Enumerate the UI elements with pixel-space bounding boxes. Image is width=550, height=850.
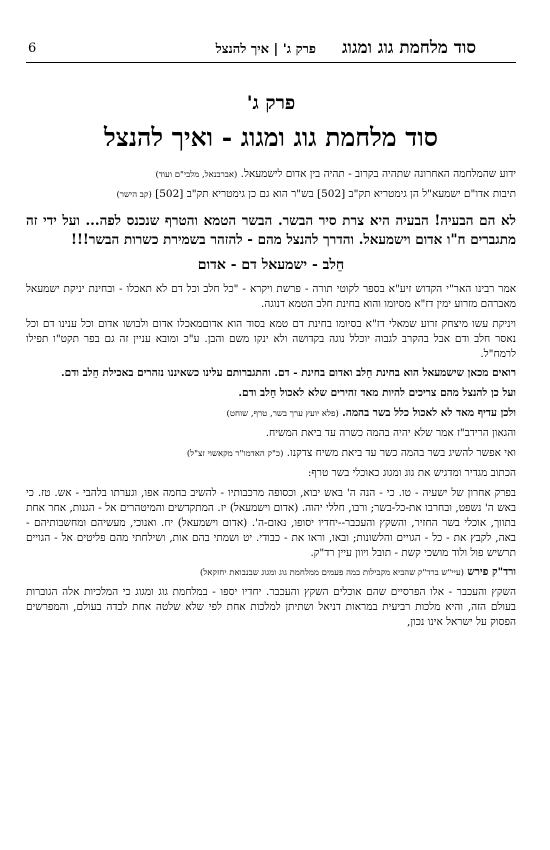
intro-line-1 [26,167,516,182]
paragraph-8: הכתוב מגדיר ומדגיש את גוג ומגוג כאוכלי בשר טרף: [307,467,516,479]
paragraph-5 [26,406,516,421]
bold-statement: לא הם הבעיה! הבעיה היא צרת סיר הבשר. הבשר הטמא והטרף שנכנס לפה... ועל ידי זה מתגברים ח"ו אדום וישמעאל. והדרך להנצל מהם - להזהר בשמירת כשרות הבשר!!! [26,212,516,249]
main-title: סוד מלחמת גוג ומגוג - ואיך להנצל [104,123,438,152]
paragraph-1: אמר רבינו האר"י הקדוש זיע"א בספר לקוטי תורה - פרשת ויקרא - "כל חלב וכל דם לא תאכלו - ובחינת יניקת ישמעאל מאברהם מזרוע ימין דז"א מסיומו והוא בחינת חלב הטמא דנוגה. [26,282,516,310]
paragraph-2: ויניקת עשו מיצחק זרוע שמאלי דז"א בסיומו בחינת דם טמא בסוד הוא אדוםמאכלו אדום ולבושו אדום וכל ענינו דם וכל נאסר חלב ודם אבל בהקרב לגבוה יוכלל נוגה בקדושה ולא ינקו משם והבן. ע"כ ומובא עניין זה גם בפר תקט"ו תפילו לרמח"ל. [26,317,516,360]
paragraph-3: רואים מכאן שישמעאל הוא בחינת חֵלב ואדום בחינת - דם. והתגברותם עלינו כשאיננו נזהרים באכילת חֵלב ודם. [61,367,516,380]
paragraph-7 [26,446,516,461]
paragraph-5-source: (פלא יועץ ערך בשר, טרף, שוחט) [226,409,339,420]
paragraph-4: ועל כן להנצל מהם צריכים להיות מאד זהירים שלא לאכול חֵלב ודם. [238,387,516,400]
chapter-reference: פרק ג' | איך להנצל [215,42,316,57]
paragraph-11: השקץ והעכבר - אלו הפרסיים שהם אוכלים השקץ והעכבר. יחדיו יספו - במלחמת גוג ומגוג כי המלכיות אלה הגוברות בעולם הזה, והיא מלכות רביעית במראות דניאל ושתיתן למלכות אחת לפי שלא שלטה אחת לבדה בעולם, והמפרשים הפסוק על ישראל אינו נכון, [26,586,516,629]
paragraph-10-heading: ורד"ק פירש [467,566,516,579]
chapter-label: פרק ג' [246,92,296,114]
intro-line-1-source: (אברבנאל, מלבי"ם ועוד) [155,170,238,180]
paragraph-10-source: (עיי"ש ברד"ק שהביא מקבילות כמה פעמים ממלחמת גוג ומגוג שבנבואת יחזקאל) [200,568,464,579]
page-content [26,92,516,635]
paragraph-5-text: ולכן עדיף מאד לא לאכול כלל בשר בהמה. [342,407,516,420]
paragraph-7-text: ואי אפשר להשיג בשר בהמה כשר עד ביאת משיח צדקנו. [286,447,516,460]
intro-line-2-text: תיבות אדו"ם ישמעא"ל הן גימטריא תק"ב [502] בש"ר הוא גם כן גימטריא תק"ב [502] [155,187,516,200]
paragraph-9: בפרק אחרון של ישעיה - טו. כי - הנה ה' באש יבוא, וכסופה מרכבותיו - להשיב בחמה אפו, וגערתו בלהבי - אש. טז. כי באש ה' נשפט, ובחרבו את-כל-בשר; ורבו, חללי יהוה. (אדום וישמעאל) יז. המתקדשים והמיטהרים אל - הגנות, אחר אחת בתווך, אוכלי בשר החזיר, והשקץ והעכבר--יחדיו יסופו, נאום-ה'. (אדום וישמעאל) יח. ואנוכי, מעשיהם ומחשבותיהם - באה, לקבץ את - כל - הגויים והלשונות; ובאו, וראו את - כבודי. יט ושמתי בהם אות, ושילחתי מהם פליטים אל - הגויים תרשיש פול ולוד מושכי קשת - תובל ויוון עיין רד"ק. [26,486,516,559]
intro-line-2-source: (קב הישר) [116,189,152,200]
intro-line-2 [26,187,516,202]
page-number: 6 [28,41,37,56]
paragraph-10 [26,565,516,580]
running-header [26,38,516,63]
running-title: סוד מלחמת גוג ומגוג [341,38,476,58]
intro-line-1-text: ידוע שהמלחמה האחרונה שתהיה בקרוב - תהיה בין אדום לישמעאל. [240,168,516,180]
subheading: חֵלב - ישמעאל דם - אדום [197,256,345,273]
paragraph-6: והגאון הרידב"ז אמר שלא יהיה בהמה כשרה עד ביאת המשיח. [265,427,516,440]
paragraph-7-source: (כ"ק האדמו"ר מקאשוי זצ"ל) [186,449,284,460]
